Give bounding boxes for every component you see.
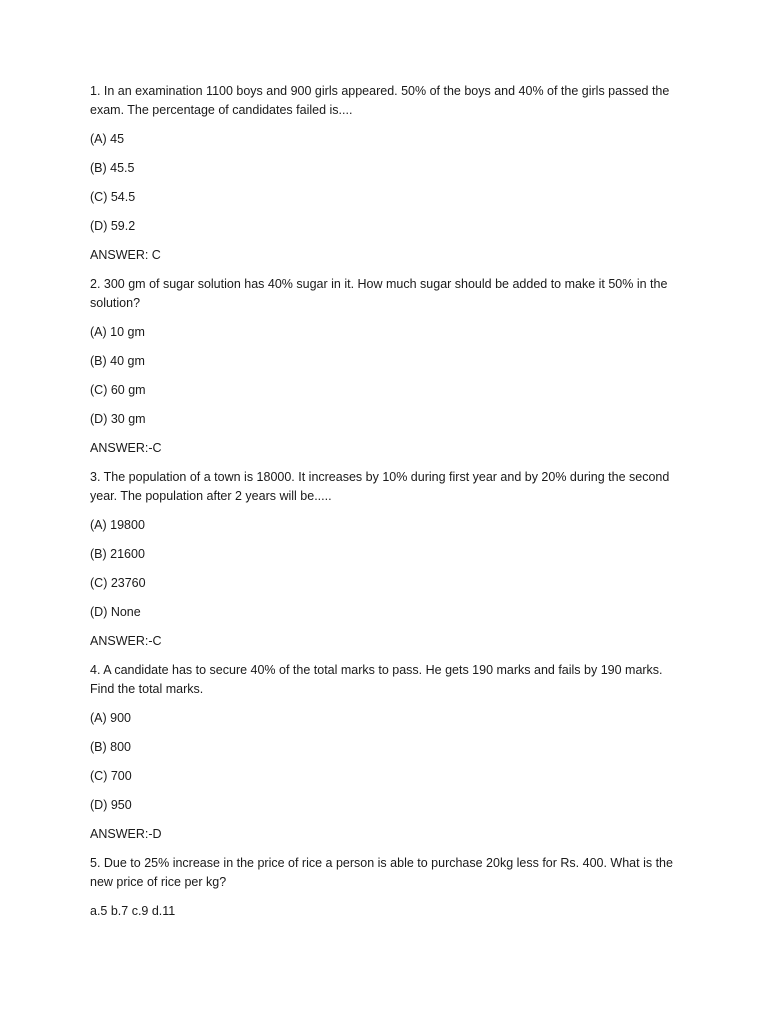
question-4 — [90, 661, 690, 844]
question-5 — [90, 854, 690, 921]
option-d: (D) 30 gm — [90, 412, 146, 426]
answer-text: ANSWER:-C — [90, 441, 162, 455]
option-d: (D) 950 — [90, 798, 132, 812]
option-a: (A) 45 — [90, 132, 125, 146]
inline-options: a.5 b.7 c.9 d.11 — [90, 904, 176, 918]
question-text: 1. In an examination 1100 boys and 900 girls appeared. 50% of the boys and 40% of the girls passed the exam. The percentage of candidates failed is.... — [90, 84, 670, 117]
option-d: (D) None — [90, 605, 141, 619]
question-text: 2. 300 gm of sugar solution has 40% sugar in it. How much sugar should be added to make it 50% in the solution? — [90, 277, 668, 310]
option-c: (C) 54.5 — [90, 190, 136, 204]
option-a: (A) 10 gm — [90, 325, 145, 339]
document-page — [90, 82, 690, 921]
option-c: (C) 60 gm — [90, 383, 146, 397]
option-c: (C) 23760 — [90, 576, 146, 590]
option-b: (B) 40 gm — [90, 354, 145, 368]
option-a: (A) 19800 — [90, 518, 145, 532]
question-text: 5. Due to 25% increase in the price of rice a person is able to purchase 20kg less for Rs. 400. What is the new price of rice per kg? — [90, 856, 673, 889]
option-b: (B) 21600 — [90, 547, 145, 561]
option-b: (B) 800 — [90, 740, 131, 754]
answer-text: ANSWER:-D — [90, 827, 162, 841]
answer-text: ANSWER: C — [90, 248, 161, 262]
option-d: (D) 59.2 — [90, 219, 136, 233]
question-2 — [90, 275, 690, 458]
question-text: 4. A candidate has to secure 40% of the total marks to pass. He gets 190 marks and fails by 190 marks. Find the total marks. — [90, 663, 663, 696]
option-b: (B) 45.5 — [90, 161, 135, 175]
option-a: (A) 900 — [90, 711, 131, 725]
option-c: (C) 700 — [90, 769, 132, 783]
question-1 — [90, 82, 690, 265]
answer-text: ANSWER:-C — [90, 634, 162, 648]
question-3 — [90, 468, 690, 651]
question-text: 3. The population of a town is 18000. It increases by 10% during first year and by 20% during the second year. The population after 2 years will be..... — [90, 470, 670, 503]
